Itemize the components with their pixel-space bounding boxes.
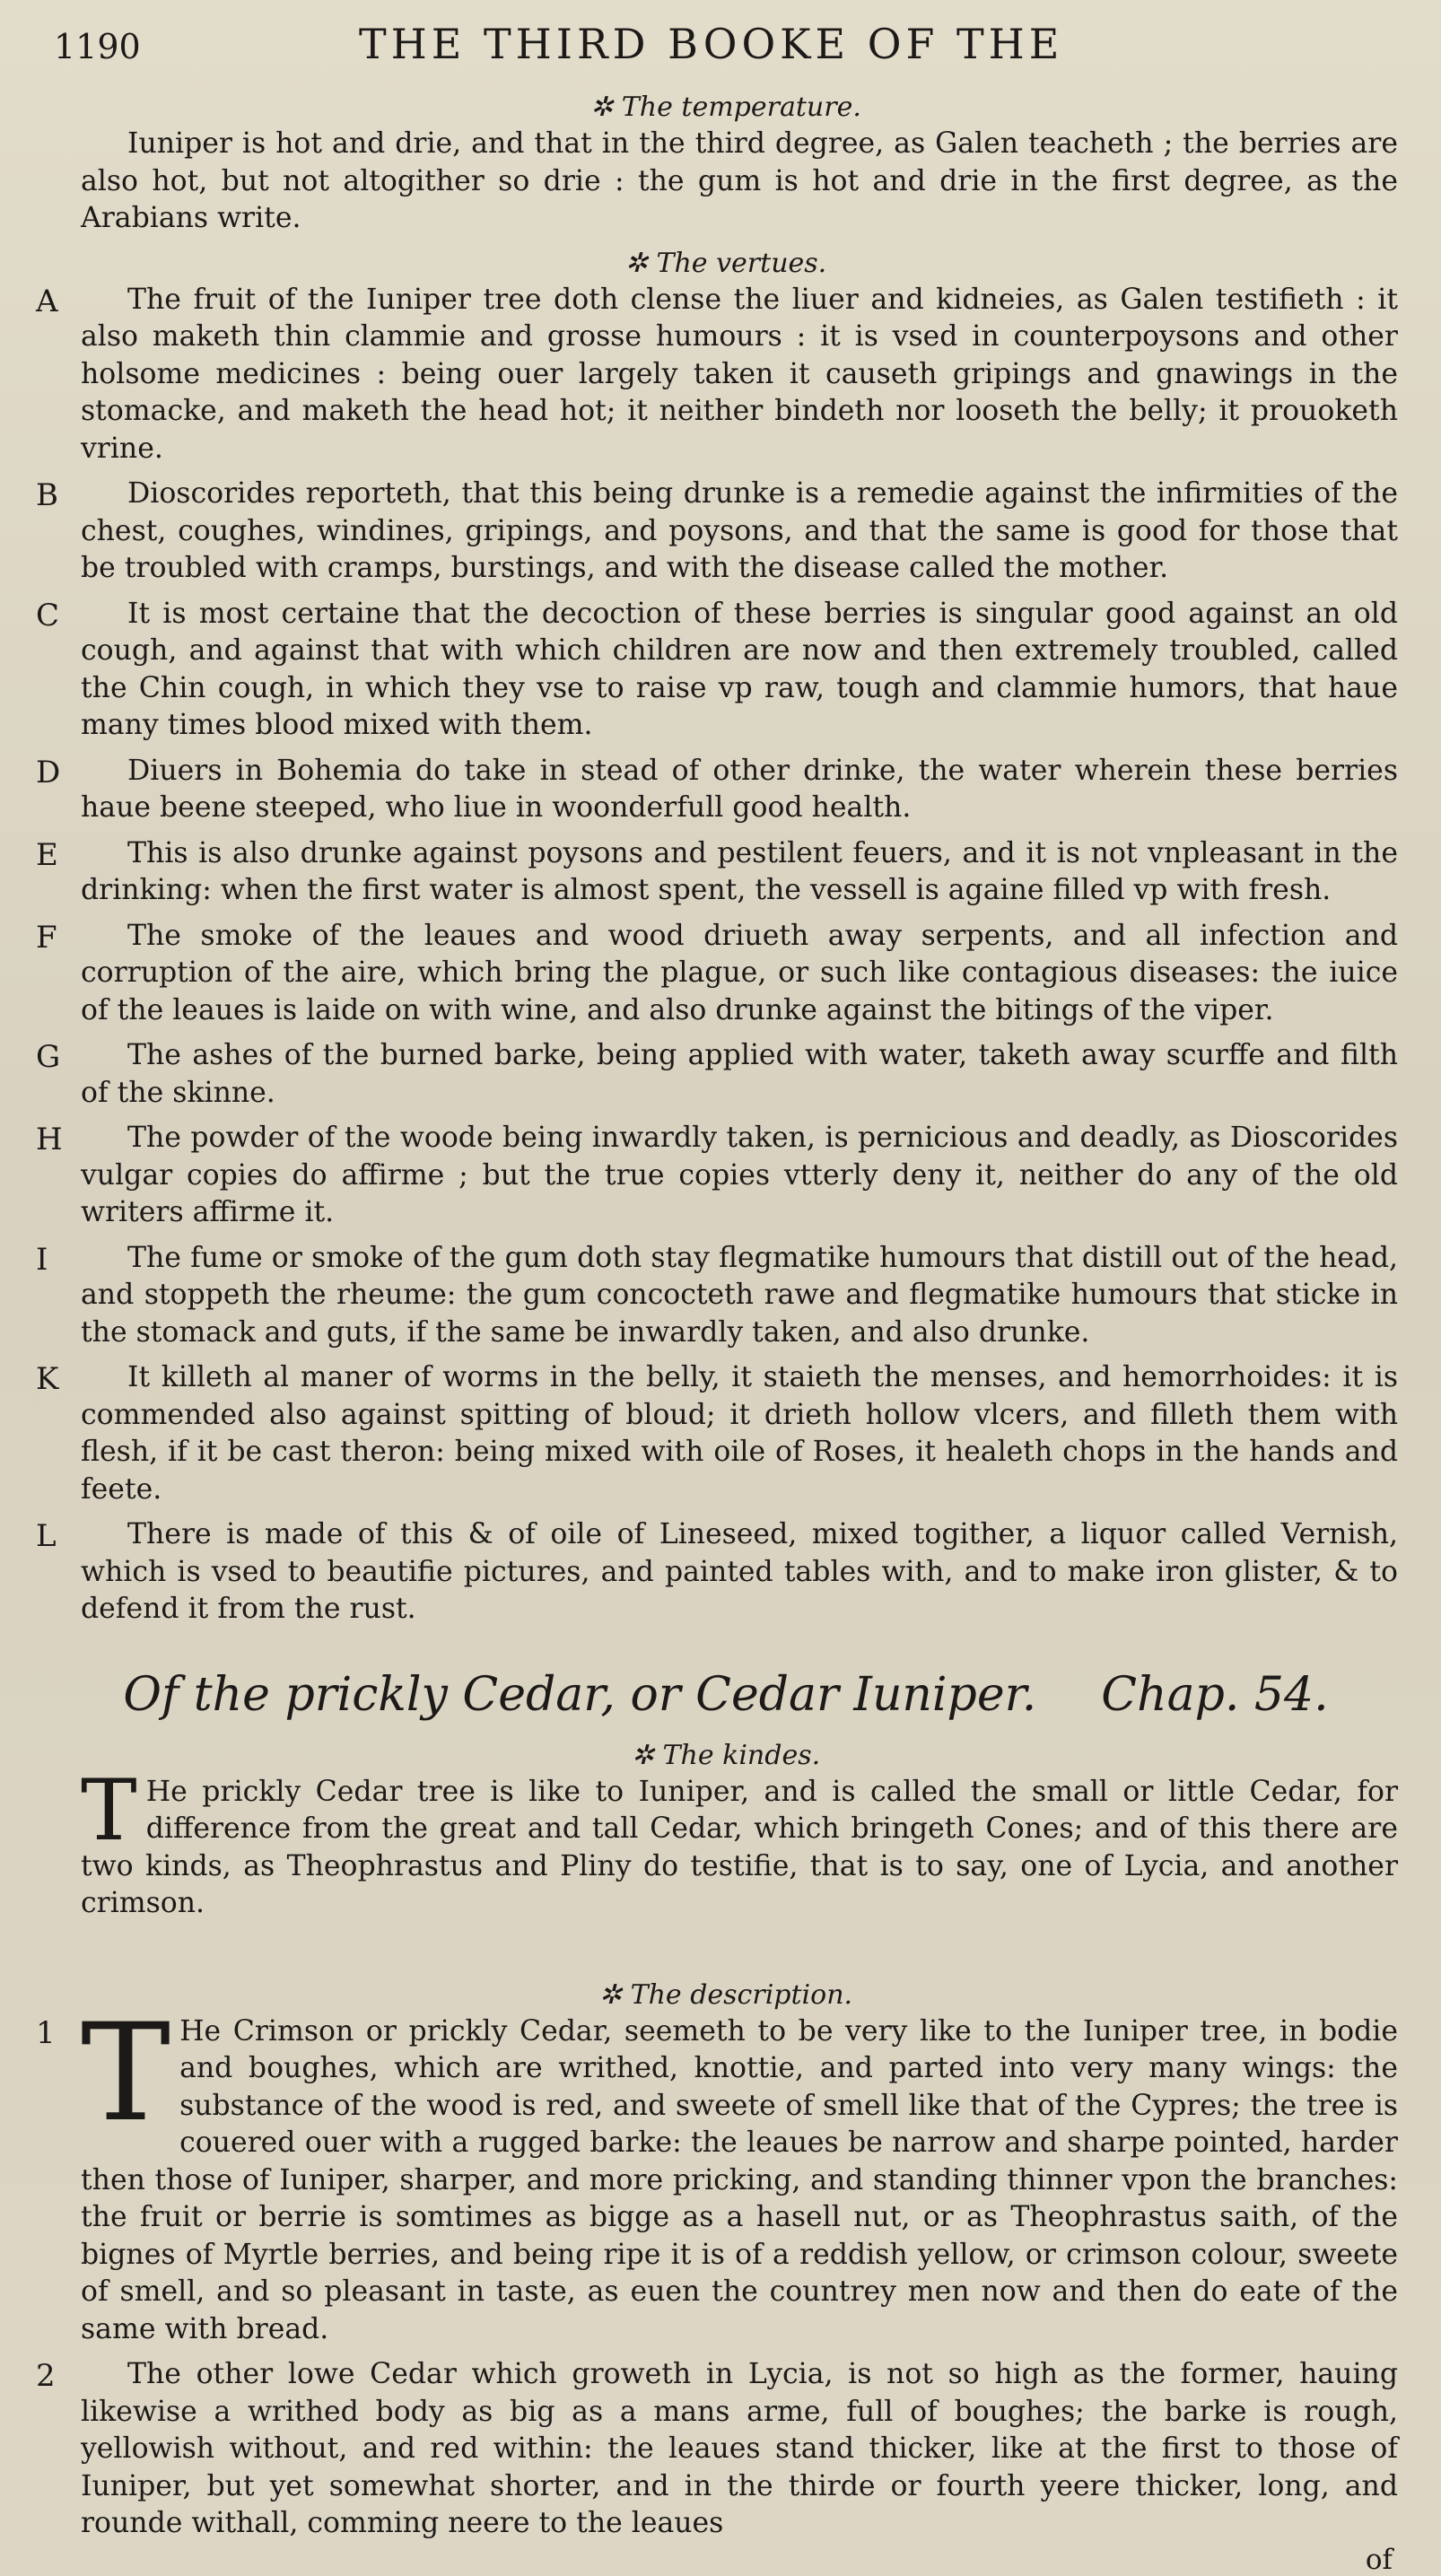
margin-letter: F: [36, 919, 57, 956]
margin-letter: C: [36, 597, 60, 633]
margin-letter: D: [36, 754, 61, 790]
margin-letter: G: [36, 1039, 61, 1075]
margin-letter: L: [36, 1518, 57, 1554]
description-text: The other lowe Cedar which groweth in Lycia, is not so high as the former, hauing likewise a writhed body as big as a mans arme, full of boughes; the barke is rough, yellowish without, and red within: the leaues stand thicker, like at the first to those of Iuniper, but yet somewhat shorter, and in the thirde or fourth yeere thicker, long, and rounde withall, comming neere to the leaues: [81, 2358, 1398, 2539]
vertue-text: It killeth al maner of worms in the belly, it staieth the menses, and hemorrhoides: it is commended also against spitting of bloud; it drieth hollow vlcers, and filleth them with flesh, if it be cast theron: being mixed with oile of Roses, it healeth chops in the hands and feete.: [81, 1361, 1398, 1506]
description-2: [36, 2356, 1398, 2543]
running-title: THE THIRD BOOKE OF THE: [359, 20, 1064, 68]
vertue-a: [36, 282, 1398, 468]
vertue-text: This is also drunke against poysons and pestilent feuers, and it is not vnpleasant in the drinking: when the first water is almost spent, the vessell is againe filled vp with fresh.: [81, 836, 1398, 906]
margin-letter: E: [36, 836, 58, 873]
temperature-heading: ✲ The temperature.: [590, 92, 861, 123]
drop-cap: T: [81, 1995, 171, 2152]
drop-cap: T: [81, 1761, 137, 1860]
page-number: 1190: [54, 27, 141, 66]
chapter-title: Of the prickly Cedar, or Cedar Iuniper.: [123, 1667, 1037, 1722]
description-text: He Crimson or prickly Cedar, seemeth to be very like to the Iuniper tree, in bodie and boughes, which are writhed, knottie, and parted into very many wings: the substance of the wood is red, and sweete of smell like that of the Cypres; the tree is couered ouer with a rugged barke: the leaues be narrow and sharpe pointed, harder then those of Iuniper, sharper, and more pricking, and standing thinner vpon the branches: the fruit or berrie is somtimes as bigge as a hasell nut, or as Theophrastus saith, of the bignes of Myrtle berries, and being ripe it is of a reddish yellow, or crimson colour, sweete of smell, and so pleasant in taste, as euen the countrey men now and then do eate of the same with bread.: [81, 2014, 1398, 2345]
margin-number: 1: [36, 2014, 56, 2051]
page-header: [54, 20, 1398, 90]
margin-letter: K: [36, 1361, 59, 1397]
vertue-i: [36, 1240, 1398, 1352]
description-heading: ✲ The description.: [598, 1978, 853, 2011]
margin-letter: H: [36, 1122, 63, 1157]
vertue-text: The powder of the woode being inwardly taken, is pernicious and deadly, as Dioscorides vulgar copies do affirme ; but the true copies vtterly deny it, neither do any of the old writers affirme it.: [81, 1122, 1398, 1228]
vertue-text: It is most certaine that the decoction of these berries is singular good against an old cough, and against that with which children are now and then extremely troubled, called the Chin cough, in which they vse to raise vp raw, tough and clammie humors, that haue many times blood mixed with them.: [81, 597, 1398, 741]
chapter-number: Chap. 54.: [1101, 1667, 1329, 1722]
vertue-text: Diuers in Bohemia do take in stead of other drinke, the water wherein these berries haue beene steeped, who liue in woonderfull good health.: [81, 754, 1398, 824]
vertue-c: [36, 596, 1398, 745]
chapter-heading: [54, 1652, 1398, 1738]
vertue-g: [36, 1037, 1398, 1112]
vertue-text: There is made of this & of oile of Lineseed, mixed togither, a liquor called Vernish, which is vsed to beautifie pictures, and painted tables with, and to make iron glister, & to defend it from the rust.: [81, 1518, 1398, 1625]
vertue-text: Dioscorides reporteth, that this being drunke is a remedie against the infirmities of the chest, coughes, windines, gripings, and poysons, and that the same is good for those that be troubled with cramps, burstings, and with the disease called the mother.: [81, 477, 1398, 584]
kindes-heading: ✲ The kindes.: [631, 1739, 821, 1771]
catchword: of: [1365, 2543, 1393, 2576]
vertues-heading: ✲ The vertues.: [624, 247, 827, 279]
vertue-d: [36, 753, 1398, 827]
margin-letter: B: [36, 477, 58, 513]
vertue-h: [36, 1120, 1398, 1232]
temperature-text: Iuniper is hot and drie, and that in the third degree, as Galen teacheth ; the berries are also hot, but not altogither so drie : the gum is hot and drie in the first degree, as the Arabians write.: [81, 127, 1398, 234]
vertue-f: [36, 918, 1398, 1030]
spacer: [54, 1931, 1398, 1978]
kindes-text-block: [54, 1761, 1398, 1923]
kindes-text: He prickly Cedar tree is like to Iuniper, and is called the small or little Cedar, for difference from the great and tall Cedar, which bringeth Cones; and of this there are two kinds, as Theophrastus and Pliny do testifie, that is to say, one of Lycia, and another crimson.: [81, 1775, 1398, 1919]
vertue-text: The ashes of the burned barke, being applied with water, taketh away scurffe and filth of the skinne.: [81, 1039, 1398, 1109]
vertue-k: [36, 1359, 1398, 1508]
margin-letter: I: [36, 1241, 48, 1278]
margin-letter: A: [36, 283, 58, 319]
vertue-l: [36, 1516, 1398, 1629]
vertue-text: The smoke of the leaues and wood driueth away serpents, and all infection and corruption of the aire, which bring the plague, or such like contagious diseases: the iuice of the leaues is laide on with wine, and also drunke against the bitings of the viper.: [81, 919, 1398, 1026]
vertue-text: The fume or smoke of the gum doth stay flegmatike humours that distill out of the head, and stoppeth the rheume: the gum concocteth rawe and flegmatike humours that sticke in the stomack and guts, if the same be inwardly taken, and also drunke.: [81, 1241, 1398, 1349]
vertue-e: [36, 835, 1398, 910]
vertue-text: The fruit of the Iuniper tree doth clense the liuer and kidneies, as Galen testifieth : it also maketh thin clammie and grosse humours : it is vsed in counterpoysons and other holsome medicines : being ouer largely taken it causeth gripings and gnawings in the stomacke, and maketh the head hot; it neither bindeth nor looseth the belly; it prouoketh vrine.: [81, 283, 1398, 465]
description-1: [36, 1995, 1398, 2349]
vertue-b: [36, 476, 1398, 588]
margin-number: 2: [36, 2358, 56, 2394]
